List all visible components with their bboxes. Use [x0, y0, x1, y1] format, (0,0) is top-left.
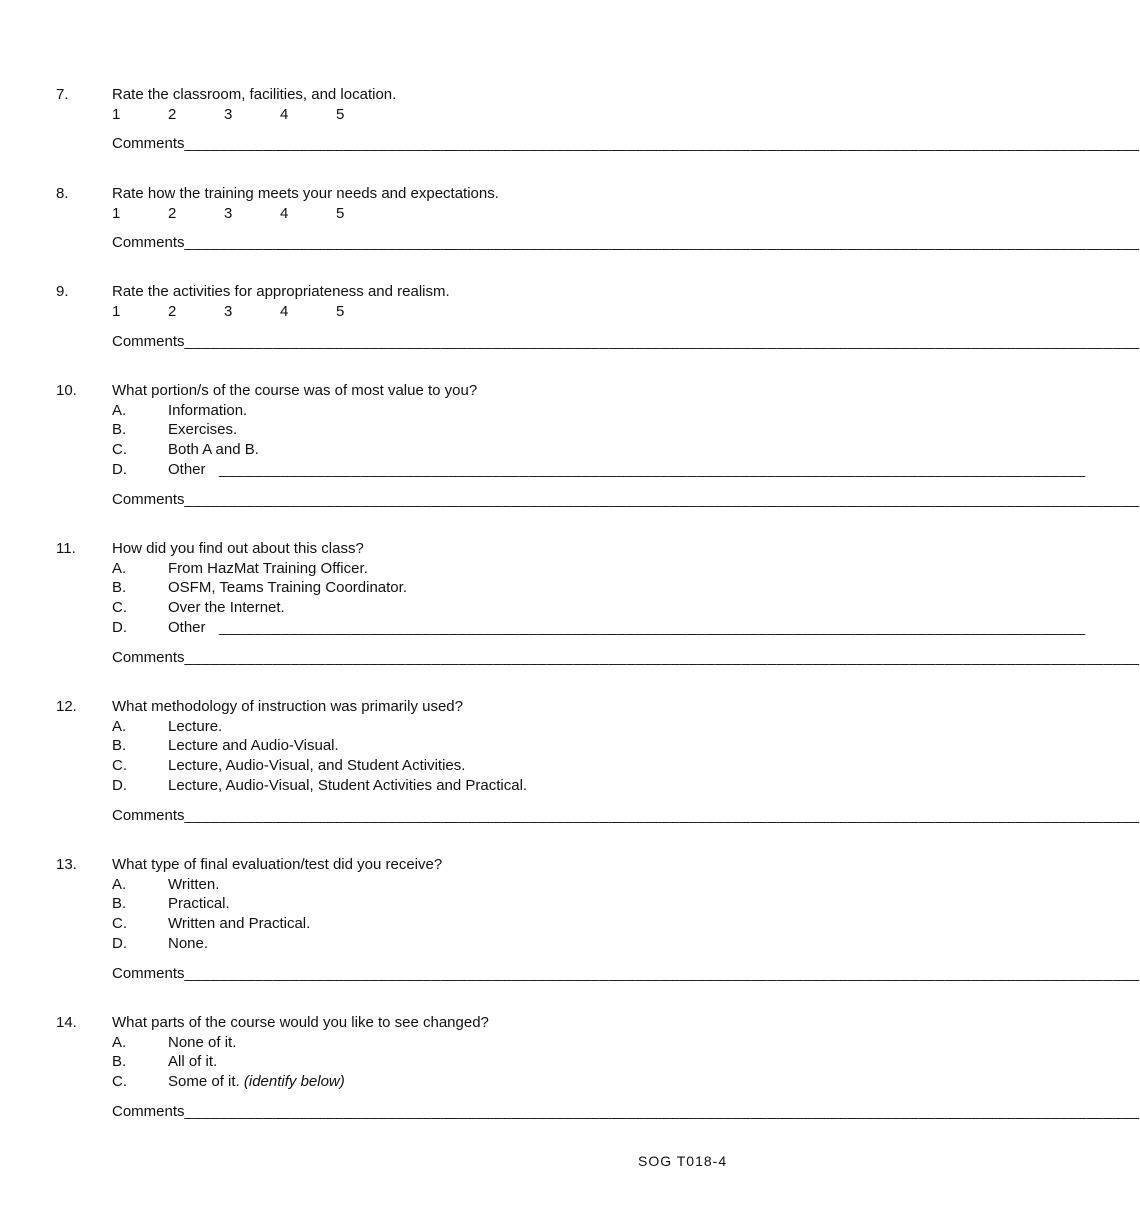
rating-4[interactable]: 4 [280, 302, 289, 320]
option-letter: B. [112, 895, 127, 913]
option-letter: C. [112, 915, 127, 933]
rating-4[interactable]: 4 [280, 105, 289, 123]
question-text: Rate the classroom, facilities, and location. [112, 86, 397, 103]
option-text: None of it. [168, 1033, 237, 1051]
question-number: 13. [56, 856, 77, 873]
option-text: Practical. [168, 895, 230, 913]
option-letter: D. [112, 934, 127, 952]
comments-field[interactable] [112, 134, 1140, 154]
option-text: OSFM, Teams Training Coordinator. [168, 579, 407, 597]
other-input-rule[interactable]: __________________________________________________________________________________________________ [219, 618, 1086, 636]
question-7 [56, 85, 1140, 152]
rating-scale [112, 204, 392, 224]
question-10 [56, 381, 1140, 508]
option-b[interactable] [56, 894, 888, 914]
rating-3[interactable]: 3 [224, 204, 233, 222]
option-letter: C. [112, 599, 127, 617]
comments-field[interactable] [112, 490, 1140, 510]
question-text: What parts of the course would you like to see changed? [112, 1014, 489, 1031]
question-number: 10. [56, 382, 77, 399]
rating-2[interactable]: 2 [168, 105, 177, 123]
rating-1[interactable]: 1 [112, 302, 121, 320]
question-text: How did you find out about this class? [112, 540, 364, 557]
option-letter: D. [112, 460, 127, 478]
option-text: Both A and B. [168, 441, 259, 459]
comments-rule: ____________________________________________________________________________________________________________ [184, 333, 1140, 350]
option-letter: B. [112, 1053, 127, 1071]
comments-field[interactable] [112, 1102, 1140, 1122]
option-c[interactable] [56, 440, 888, 460]
option-text: Lecture, Audio-Visual, Student Activities and Practical. [168, 776, 528, 794]
option-letter: A. [112, 559, 127, 577]
question-number: 12. [56, 698, 77, 715]
option-text: Lecture, Audio-Visual, and Student Activities. [168, 757, 466, 775]
option-text: Other [168, 460, 206, 478]
question-text: What portion/s of the course was of most value to you? [112, 382, 478, 399]
question-14 [56, 1013, 1140, 1120]
comments-label: Comments [112, 649, 185, 666]
option-text: None. [168, 934, 209, 952]
option-text: Over the Internet. [168, 599, 285, 617]
option-d[interactable] [56, 460, 1086, 480]
question-9 [56, 282, 1140, 350]
option-letter: A. [112, 401, 127, 419]
option-text: Information. [168, 401, 248, 419]
option-text: Written and Practical. [168, 915, 311, 933]
page-footer: SOG T018-4 [638, 1153, 728, 1169]
comments-label: Comments [112, 965, 185, 982]
option-text [168, 1072, 345, 1092]
question-number: 7. [56, 86, 69, 103]
rating-5[interactable]: 5 [336, 302, 345, 320]
comments-rule: ____________________________________________________________________________________________________________ [184, 807, 1140, 824]
option-text: Written. [168, 875, 220, 893]
rating-4[interactable]: 4 [280, 204, 289, 222]
rating-1[interactable]: 1 [112, 204, 121, 222]
rating-scale [112, 302, 392, 322]
option-a[interactable] [56, 401, 888, 421]
option-d[interactable] [56, 776, 888, 796]
comments-label: Comments [112, 491, 185, 508]
comments-rule: ____________________________________________________________________________________________________________ [184, 649, 1140, 666]
question-number: 8. [56, 185, 69, 202]
comments-label: Comments [112, 1103, 185, 1120]
question-12 [56, 697, 1140, 824]
rating-scale [112, 105, 392, 125]
question-8 [56, 184, 1140, 251]
option-letter: D. [112, 618, 127, 636]
comments-field[interactable] [112, 806, 1140, 826]
rating-5[interactable]: 5 [336, 105, 345, 123]
question-text: Rate the activities for appropriateness and realism. [112, 283, 450, 300]
option-text: Exercises. [168, 421, 238, 439]
question-text: What type of final evaluation/test did you receive? [112, 856, 443, 873]
rating-3[interactable]: 3 [224, 302, 233, 320]
question-number: 9. [56, 283, 69, 300]
option-letter: B. [112, 737, 127, 755]
comments-field[interactable] [112, 332, 1140, 352]
rating-5[interactable]: 5 [336, 204, 345, 222]
rating-3[interactable]: 3 [224, 105, 233, 123]
comments-field[interactable] [112, 233, 1140, 253]
option-letter: B. [112, 421, 127, 439]
option-c[interactable] [56, 1072, 888, 1092]
rating-1[interactable]: 1 [112, 105, 121, 123]
option-b[interactable] [56, 1052, 888, 1072]
question-number: 14. [56, 1014, 77, 1031]
option-letter: C. [112, 757, 127, 775]
question-13 [56, 855, 1140, 982]
option-letter: D. [112, 776, 127, 794]
rating-2[interactable]: 2 [168, 204, 177, 222]
option-d[interactable] [56, 618, 1086, 638]
option-b[interactable] [56, 736, 888, 756]
comments-field[interactable] [112, 964, 1140, 984]
comments-rule: ____________________________________________________________________________________________________________ [184, 491, 1140, 508]
option-letter: A. [112, 717, 127, 735]
comments-rule: ____________________________________________________________________________________________________________ [184, 1103, 1140, 1120]
option-letter: A. [112, 875, 127, 893]
option-text: Other [168, 618, 206, 636]
comments-rule: ____________________________________________________________________________________________________________ [184, 234, 1140, 251]
option-a[interactable] [56, 875, 888, 895]
option-text: Lecture. [168, 717, 223, 735]
question-number: 11. [56, 540, 76, 557]
option-text: From HazMat Training Officer. [168, 559, 368, 577]
option-c[interactable] [56, 756, 888, 776]
option-c[interactable] [56, 914, 888, 934]
comments-label: Comments [112, 234, 185, 251]
question-text: Rate how the training meets your needs and expectations. [112, 185, 499, 202]
option-a[interactable] [56, 1033, 888, 1053]
option-text: Lecture and Audio-Visual. [168, 737, 339, 755]
comments-rule: ____________________________________________________________________________________________________________ [184, 135, 1140, 152]
option-letter: C. [112, 1073, 127, 1091]
question-text: What methodology of instruction was primarily used? [112, 698, 463, 715]
option-c[interactable] [56, 598, 888, 618]
comments-label: Comments [112, 333, 185, 350]
option-letter: C. [112, 441, 127, 459]
rating-2[interactable]: 2 [168, 302, 177, 320]
option-a[interactable] [56, 717, 888, 737]
question-11 [56, 539, 1140, 666]
option-letter: B. [112, 579, 127, 597]
other-input-rule[interactable]: __________________________________________________________________________________________________ [219, 460, 1086, 478]
option-d[interactable] [56, 934, 888, 954]
option-a[interactable] [56, 559, 888, 579]
comments-label: Comments [112, 807, 185, 824]
comments-label: Comments [112, 135, 185, 152]
option-b[interactable] [56, 578, 888, 598]
comments-rule: ____________________________________________________________________________________________________________ [184, 965, 1140, 982]
option-letter: A. [112, 1033, 127, 1051]
option-text-main: Some of it. [168, 1073, 240, 1091]
option-text: All of it. [168, 1053, 218, 1071]
option-note: (identify below) [243, 1073, 345, 1091]
comments-field[interactable] [112, 648, 1140, 668]
option-b[interactable] [56, 420, 888, 440]
